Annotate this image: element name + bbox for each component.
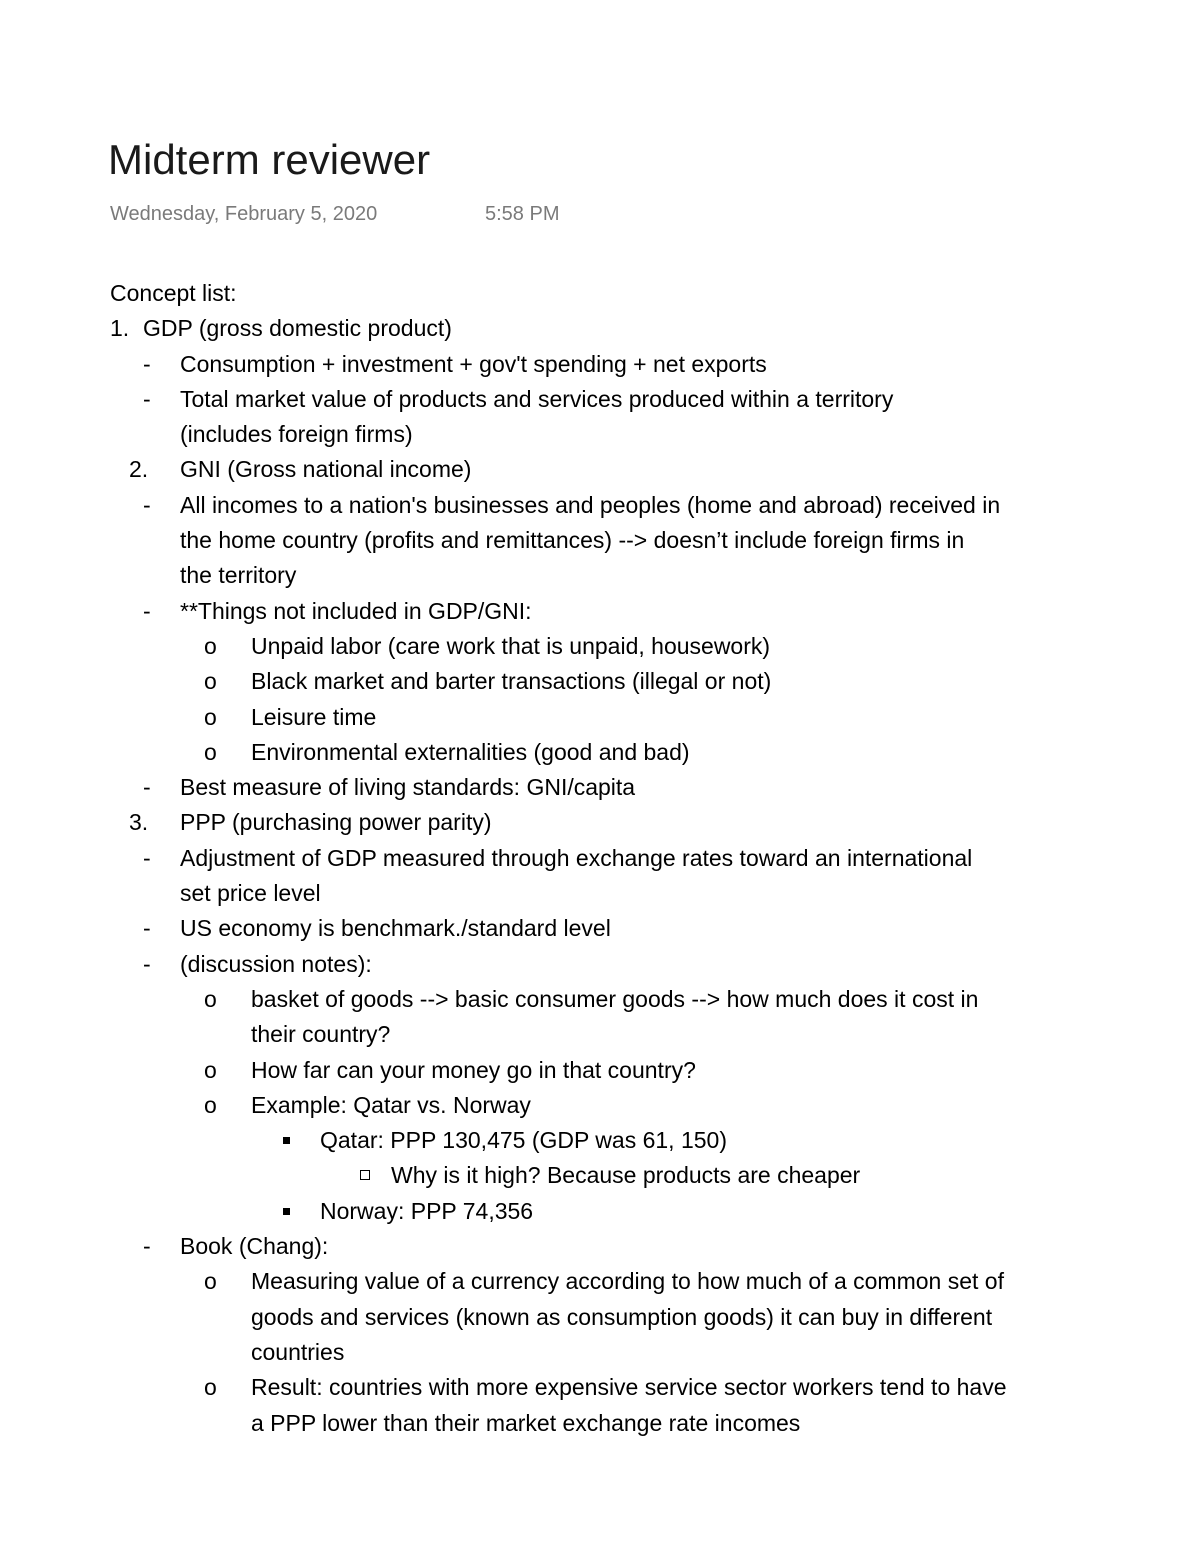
dash-bullet-item xyxy=(0,1229,1200,1264)
line-text: PPP (purchasing power parity) xyxy=(180,809,492,836)
line-text: countries xyxy=(251,1338,345,1365)
dash-bullet-item xyxy=(0,347,1200,382)
square-bullet-item xyxy=(0,1194,1200,1229)
line-text: Consumption + investment + gov't spending + net exports xyxy=(180,350,767,377)
item-number: 3. xyxy=(129,809,149,836)
numbered-item xyxy=(0,452,1200,487)
dash-bullet: - xyxy=(143,597,151,624)
line-text: Book (Chang): xyxy=(180,1233,329,1260)
dash-bullet: - xyxy=(143,491,151,518)
dash-bullet: - xyxy=(143,915,151,942)
circle-bullet-item xyxy=(0,629,1200,664)
circle-bullet-item xyxy=(0,664,1200,699)
dash-bullet: - xyxy=(143,844,151,871)
continuation-line xyxy=(0,523,1200,558)
line-text: Why is it high? Because products are cheaper xyxy=(391,1162,861,1189)
line-text: GNI (Gross national income) xyxy=(180,456,472,483)
line-text: All incomes to a nation's businesses and peoples (home and abroad) received in xyxy=(180,491,1001,518)
line-text: set price level xyxy=(180,880,321,907)
circle-bullet-item xyxy=(0,700,1200,735)
line-text: Qatar: PPP 130,475 (GDP was 61, 150) xyxy=(320,1127,727,1154)
line-text: Unpaid labor (care work that is unpaid, housework) xyxy=(251,632,771,659)
dash-bullet-item xyxy=(0,947,1200,982)
line-text: the home country (profits and remittances) --> doesn’t include foreign firms in xyxy=(180,527,965,554)
circle-bullet: o xyxy=(204,632,217,659)
circle-bullet: o xyxy=(204,703,217,730)
line-text: goods and services (known as consumption goods) it can buy in different xyxy=(251,1303,993,1330)
dash-bullet: - xyxy=(143,385,151,412)
dash-bullet: - xyxy=(143,774,151,801)
page-title: Midterm reviewer xyxy=(108,136,431,183)
dash-bullet: - xyxy=(143,1233,151,1260)
line-text: their country? xyxy=(251,1021,391,1048)
line-text: Result: countries with more expensive service sector workers tend to have xyxy=(251,1374,1007,1401)
dash-bullet-item xyxy=(0,382,1200,417)
numbered-item xyxy=(0,805,1200,840)
continuation-line xyxy=(0,558,1200,593)
numbered-item xyxy=(0,311,1200,346)
line-text: Total market value of products and services produced within a territory xyxy=(180,385,894,412)
line-text: US economy is benchmark./standard level xyxy=(180,915,611,942)
continuation-line xyxy=(0,417,1200,452)
checkbox-icon xyxy=(360,1170,370,1180)
line-text: How far can your money go in that country? xyxy=(251,1056,696,1083)
circle-bullet: o xyxy=(204,668,217,695)
line-text: Norway: PPP 74,356 xyxy=(320,1197,534,1224)
circle-bullet: o xyxy=(204,1091,217,1118)
line-text: (discussion notes): xyxy=(180,950,372,977)
circle-bullet: o xyxy=(204,738,217,765)
line-text: (includes foreign firms) xyxy=(180,421,413,448)
item-number: 2. xyxy=(129,456,149,483)
line-text: basket of goods --> basic consumer goods --> how much does it cost in xyxy=(251,985,979,1012)
line-text: Adjustment of GDP measured through exchange rates toward an international xyxy=(180,844,973,871)
page-time: 5:58 PM xyxy=(485,203,560,225)
line-text: GDP (gross domestic product) xyxy=(143,315,452,342)
square-bullet-icon xyxy=(283,1137,290,1144)
square-bullet-item xyxy=(0,1123,1200,1158)
notes-body xyxy=(0,276,1200,1441)
dash-bullet-item xyxy=(0,770,1200,805)
line-text: **Things not included in GDP/GNI: xyxy=(180,597,532,624)
continuation-line xyxy=(0,1017,1200,1052)
circle-bullet: o xyxy=(204,1374,217,1401)
line-text: the territory xyxy=(180,562,297,589)
page-date: Wednesday, February 5, 2020 xyxy=(110,203,378,225)
line-text: a PPP lower than their market exchange rate incomes xyxy=(251,1409,801,1436)
dash-bullet-item xyxy=(0,594,1200,629)
dash-bullet: - xyxy=(143,950,151,977)
circle-bullet-item xyxy=(0,1370,1200,1405)
dash-bullet-item xyxy=(0,488,1200,523)
square-bullet-icon xyxy=(283,1208,290,1215)
circle-bullet-item xyxy=(0,1088,1200,1123)
circle-bullet-item xyxy=(0,1053,1200,1088)
line-text: Example: Qatar vs. Norway xyxy=(251,1091,531,1118)
dash-bullet-item xyxy=(0,841,1200,876)
line-text: Black market and barter transactions (illegal or not) xyxy=(251,668,772,695)
checkbox-bullet-item xyxy=(0,1158,1200,1193)
concept-list-heading xyxy=(0,276,1200,311)
dash-bullet-item xyxy=(0,911,1200,946)
dash-bullet: - xyxy=(143,350,151,377)
circle-bullet: o xyxy=(204,1056,217,1083)
heading-text: Concept list: xyxy=(110,280,237,306)
circle-bullet-item xyxy=(0,1264,1200,1299)
line-text: Leisure time xyxy=(251,703,377,730)
continuation-line xyxy=(0,876,1200,911)
circle-bullet: o xyxy=(204,985,217,1012)
continuation-line xyxy=(0,1335,1200,1370)
continuation-line xyxy=(0,1300,1200,1335)
line-text: Best measure of living standards: GNI/capita xyxy=(180,774,636,801)
line-text: Environmental externalities (good and bad) xyxy=(251,738,690,765)
circle-bullet-item xyxy=(0,982,1200,1017)
circle-bullet-item xyxy=(0,735,1200,770)
item-number: 1. xyxy=(110,315,130,342)
line-text: Measuring value of a currency according to how much of a common set of xyxy=(251,1268,1004,1295)
circle-bullet: o xyxy=(204,1268,217,1295)
continuation-line xyxy=(0,1406,1200,1441)
